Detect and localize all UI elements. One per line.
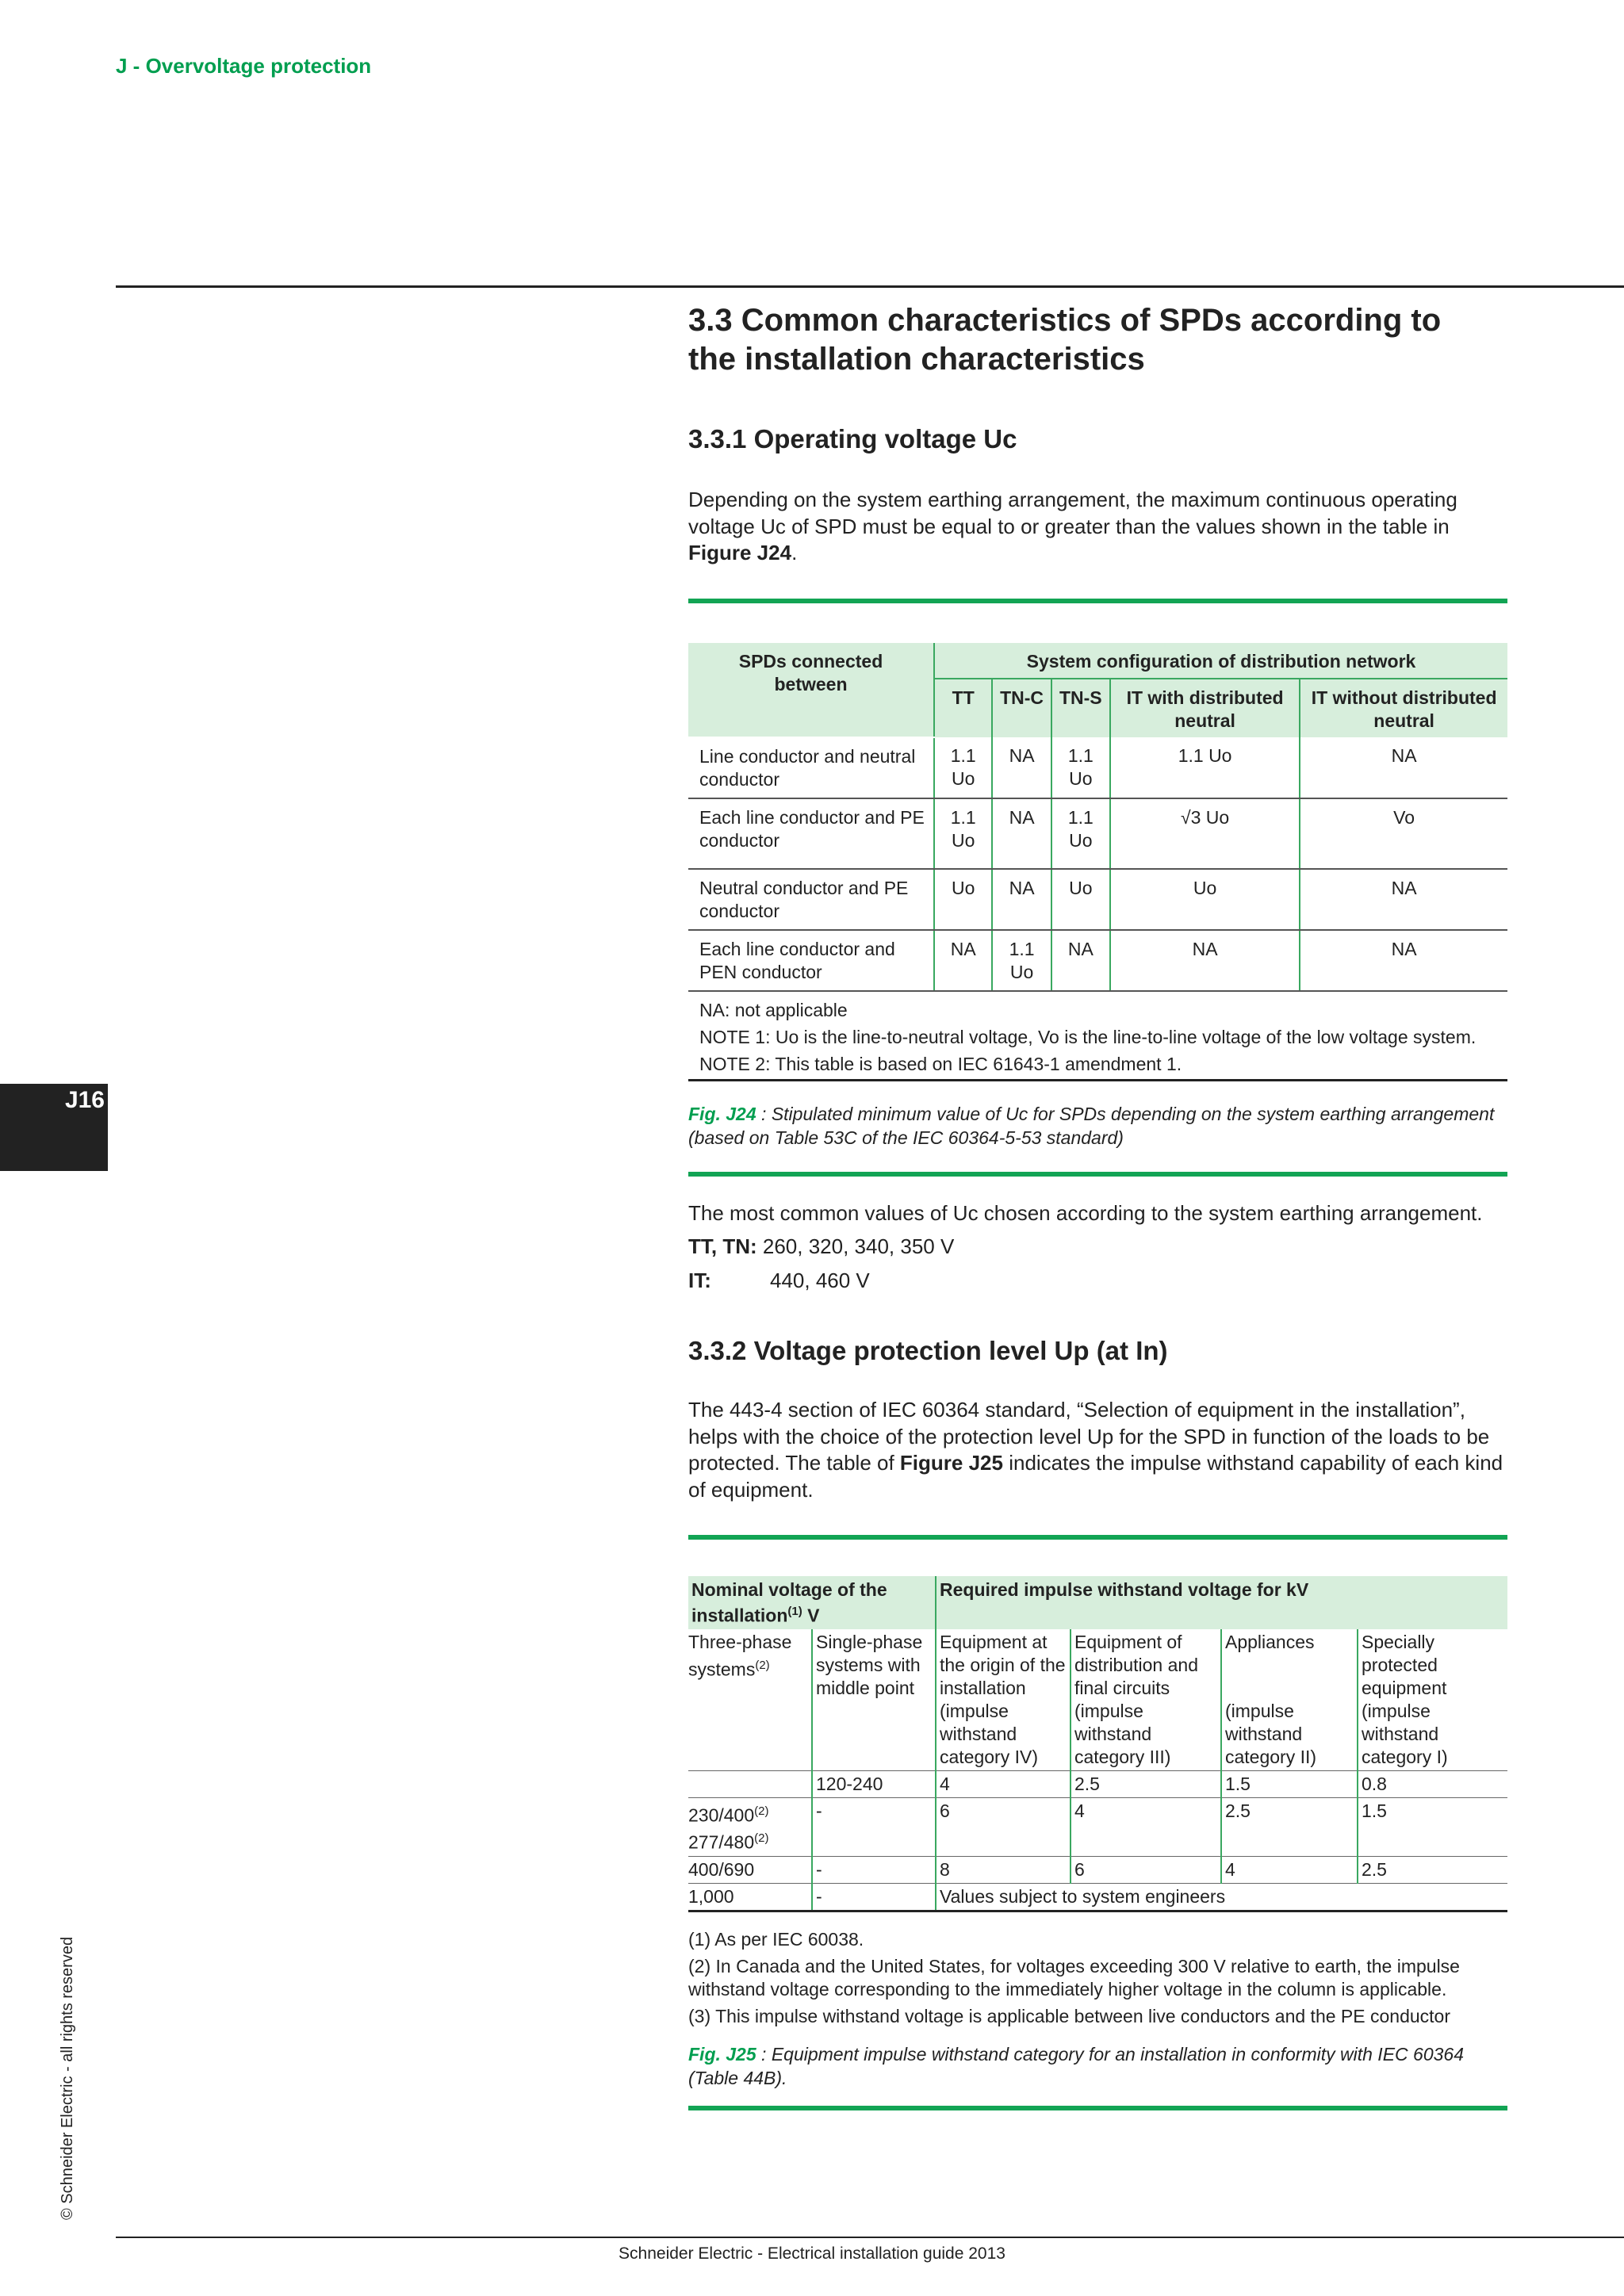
subheader-category-iv: Equipment at the origin of the installation (impulse withstand category IV)	[936, 1629, 1071, 1771]
section-title-line-2: the installation characteristics	[688, 342, 1145, 377]
footer-rule	[116, 2237, 1624, 2238]
table-j24-notes	[688, 992, 1507, 1077]
table-cell: 2.5	[1071, 1770, 1221, 1797]
table-row	[688, 1797, 1507, 1856]
col-header-tt: TT	[934, 679, 992, 737]
table-cell: -	[812, 1797, 936, 1856]
subheader-single-phase: Single-phase systems with middle point	[812, 1629, 936, 1771]
voltage-protection-intro	[688, 1397, 1507, 1503]
table-j24-end-rule	[688, 1079, 1507, 1081]
col-header-it-without-neutral: IT without distributed neutral	[1300, 679, 1507, 737]
subheader-category-i: Specially protected equipment (impulse withstand category I)	[1358, 1629, 1507, 1771]
table-cell: 0.8	[1358, 1770, 1507, 1797]
caption-text: : Stipulated minimum value of Uc for SPDs depending on the system earthing arrangement (based on Table 53C of the IEC 60364-5-53 standard)	[688, 1103, 1495, 1148]
table-cell: 2.5	[1358, 1856, 1507, 1883]
header-rule	[116, 285, 1624, 288]
subheader-category-ii	[1221, 1629, 1358, 1771]
col-header-tn-c: TN-C	[992, 679, 1051, 737]
figure-j24-top-rule	[688, 599, 1507, 603]
table-cell: NA	[1300, 930, 1507, 991]
table-cell: Uo	[934, 869, 992, 930]
group-header-system-config: System configuration of distribution network	[934, 643, 1507, 679]
common-values-tt	[688, 1234, 1507, 1261]
voltage-230-400: 230/400	[688, 1804, 755, 1826]
section-title-line-1: 3.3 Common characteristics of SPDs according to	[688, 303, 1442, 338]
row-label: Neutral conductor and PE conductor	[688, 869, 934, 930]
tt-label: TT, TN:	[688, 1234, 757, 1258]
table-cell: 400/690	[688, 1856, 812, 1883]
table-cell: 1.1 Uo	[1051, 737, 1110, 798]
intro-end: .	[791, 541, 798, 564]
page-tab-label: J16	[64, 1087, 105, 1113]
table-cell: 4	[1221, 1856, 1358, 1883]
table-row	[688, 930, 1507, 991]
caption-text: : Equipment impulse withstand category for an installation in conformity with IEC 60364 (Table 44B).	[688, 2043, 1464, 2088]
tt-values: 260, 320, 340, 350 V	[762, 1234, 955, 1258]
footnote-2: (2) In Canada and the United States, for voltages exceeding 300 V relative to earth, the impulse withstand voltage corresponding to the immediately higher voltage in the column is applicable.	[688, 1955, 1460, 1999]
table-cell	[688, 1770, 812, 1797]
table-cell: 1.1 Uo	[992, 930, 1051, 991]
note-na: NA: not applicable	[699, 999, 848, 1020]
subheader-category-iii: Equipment of distribution and final circuits (impulse withstand category III)	[1071, 1629, 1221, 1771]
table-cell: NA	[1300, 737, 1507, 798]
table-cell: -	[812, 1856, 936, 1883]
note-1: NOTE 1: Uo is the line-to-neutral voltage, Vo is the line-to-line voltage of the low voltage system.	[699, 1026, 1477, 1047]
figure-j25-top-rule	[688, 1535, 1507, 1540]
intro-text: The 443-4 section of IEC 60364 standard, “Selection of equipment in the installation”, helps with the choice of the protection level Up for the SPD in function of the loads to be protected. The table of	[688, 1398, 1490, 1475]
it-values: 440, 460 V	[770, 1268, 870, 1292]
subheader-three-phase	[688, 1629, 812, 1771]
table-cell: -	[812, 1883, 936, 1911]
table-cell: 8	[936, 1856, 1071, 1883]
row-label: Each line conductor and PE conductor	[688, 798, 934, 869]
table-cell: 6	[1071, 1856, 1221, 1883]
table-row	[688, 1883, 1507, 1911]
table-cell: NA	[1110, 930, 1300, 991]
table-cell: 1.1 Uo	[1110, 737, 1300, 798]
figure-reference-j24: Figure J24	[688, 541, 792, 564]
table-cell: NA	[992, 737, 1051, 798]
intro-end: indicates the impulse withstand capability of each kind of equipment.	[688, 1451, 1503, 1502]
table-header-row	[688, 1576, 1507, 1629]
common-values-intro: The most common values of Uc chosen according to the system earthing arrangement.	[688, 1200, 1483, 1225]
row-label: Each line conductor and PEN conductor	[688, 930, 934, 991]
section-title	[688, 301, 1507, 379]
table-cell: NA	[934, 930, 992, 991]
table-cell: Vo	[1300, 798, 1507, 869]
table-cell: 2.5	[1221, 1797, 1358, 1856]
table-cell: 1.1 Uo	[934, 737, 992, 798]
footnote-ref: (2)	[755, 1658, 770, 1672]
table-cell: 4	[936, 1770, 1071, 1797]
row-label: Line conductor and neutral conductor	[688, 737, 934, 798]
main-content	[688, 301, 1507, 2110]
table-cell: 1.5	[1358, 1797, 1507, 1856]
figure-j25-caption	[688, 2042, 1507, 2090]
footnote-1: (1) As per IEC 60038.	[688, 1928, 864, 1950]
footnote-ref: (2)	[754, 1831, 769, 1846]
figure-j24-caption	[688, 1102, 1507, 1150]
subsection-heading-operating-voltage: 3.3.1 Operating voltage Uc	[688, 424, 1017, 453]
voltage-277-480: 277/480	[688, 1831, 755, 1853]
table-cell: 120-240	[812, 1770, 936, 1797]
table-cell: √3 Uo	[1110, 798, 1300, 869]
note-2: NOTE 2: This table is based on IEC 61643-1 amendment 1.	[699, 1053, 1182, 1074]
page-footer: Schneider Electric - Electrical installation guide 2013	[619, 2244, 1005, 2263]
figure-j24-bottom-rule	[688, 1172, 1507, 1177]
operating-voltage-intro	[688, 487, 1507, 567]
nominal-voltage-label: Nominal voltage of the installation	[691, 1579, 887, 1626]
copyright-notice: © Schneider Electric - all rights reserved	[59, 1936, 76, 2220]
common-values-it	[688, 1268, 1507, 1295]
running-head: J - Overvoltage protection	[116, 54, 372, 78]
table-subheader-row	[688, 1629, 1507, 1771]
footnote-ref: (1)	[787, 1605, 802, 1618]
table-cell: 1.1 Uo	[934, 798, 992, 869]
three-phase-label: Three-phase systems	[688, 1631, 792, 1680]
figure-reference-j25: Figure J25	[899, 1451, 1003, 1475]
table-j25-footnotes	[688, 1928, 1507, 2028]
table-cell: NA	[992, 798, 1051, 869]
table-row	[688, 1770, 1507, 1797]
table-cell-spanning: Values subject to system engineers	[936, 1883, 1507, 1911]
uc-table	[688, 643, 1507, 992]
figure-j25-bottom-rule	[688, 2106, 1507, 2110]
footnote-3: (3) This impulse withstand voltage is applicable between live conductors and the PE conductor	[688, 2005, 1451, 2026]
table-cell	[688, 1797, 812, 1856]
table-row	[688, 798, 1507, 869]
table-cell: 4	[1071, 1797, 1221, 1856]
category-ii-label: (impulse withstand category II)	[1225, 1700, 1317, 1767]
nominal-voltage-unit: V	[802, 1605, 820, 1626]
table-cell: 1.5	[1221, 1770, 1358, 1797]
subsection-heading-voltage-protection: 3.3.2 Voltage protection level Up (at In)	[688, 1336, 1168, 1365]
figure-label-j24: Fig. J24	[688, 1103, 756, 1124]
impulse-withstand-table	[688, 1576, 1507, 1912]
figure-label-j25: Fig. J25	[688, 2043, 756, 2064]
table-cell: Uo	[1051, 869, 1110, 930]
table-row	[688, 869, 1507, 930]
footnote-ref: (2)	[754, 1804, 769, 1818]
intro-text: Depending on the system earthing arrangement, the maximum continuous operating voltage Uc of SPD must be equal to or greater than the values shown in the table in	[688, 488, 1457, 538]
header-nominal-voltage	[688, 1576, 936, 1629]
table-row	[688, 737, 1507, 798]
page-tab	[0, 1084, 108, 1171]
table-cell: 1.1 Uo	[1051, 798, 1110, 869]
table-cell: NA	[1051, 930, 1110, 991]
header-required-impulse: Required impulse withstand voltage for kV	[936, 1576, 1507, 1629]
table-cell: 6	[936, 1797, 1071, 1856]
table-cell: Uo	[1110, 869, 1300, 930]
table-cell: 1,000	[688, 1883, 812, 1911]
table-cell: NA	[992, 869, 1051, 930]
col-header-spds-connected: SPDs connected between	[688, 643, 934, 737]
table-row	[688, 1856, 1507, 1883]
col-header-tn-s: TN-S	[1051, 679, 1110, 737]
appliances-label: Appliances	[1225, 1631, 1315, 1652]
table-cell: NA	[1300, 869, 1507, 930]
it-label: IT:	[688, 1268, 711, 1292]
col-header-it-with-neutral: IT with distributed neutral	[1110, 679, 1300, 737]
